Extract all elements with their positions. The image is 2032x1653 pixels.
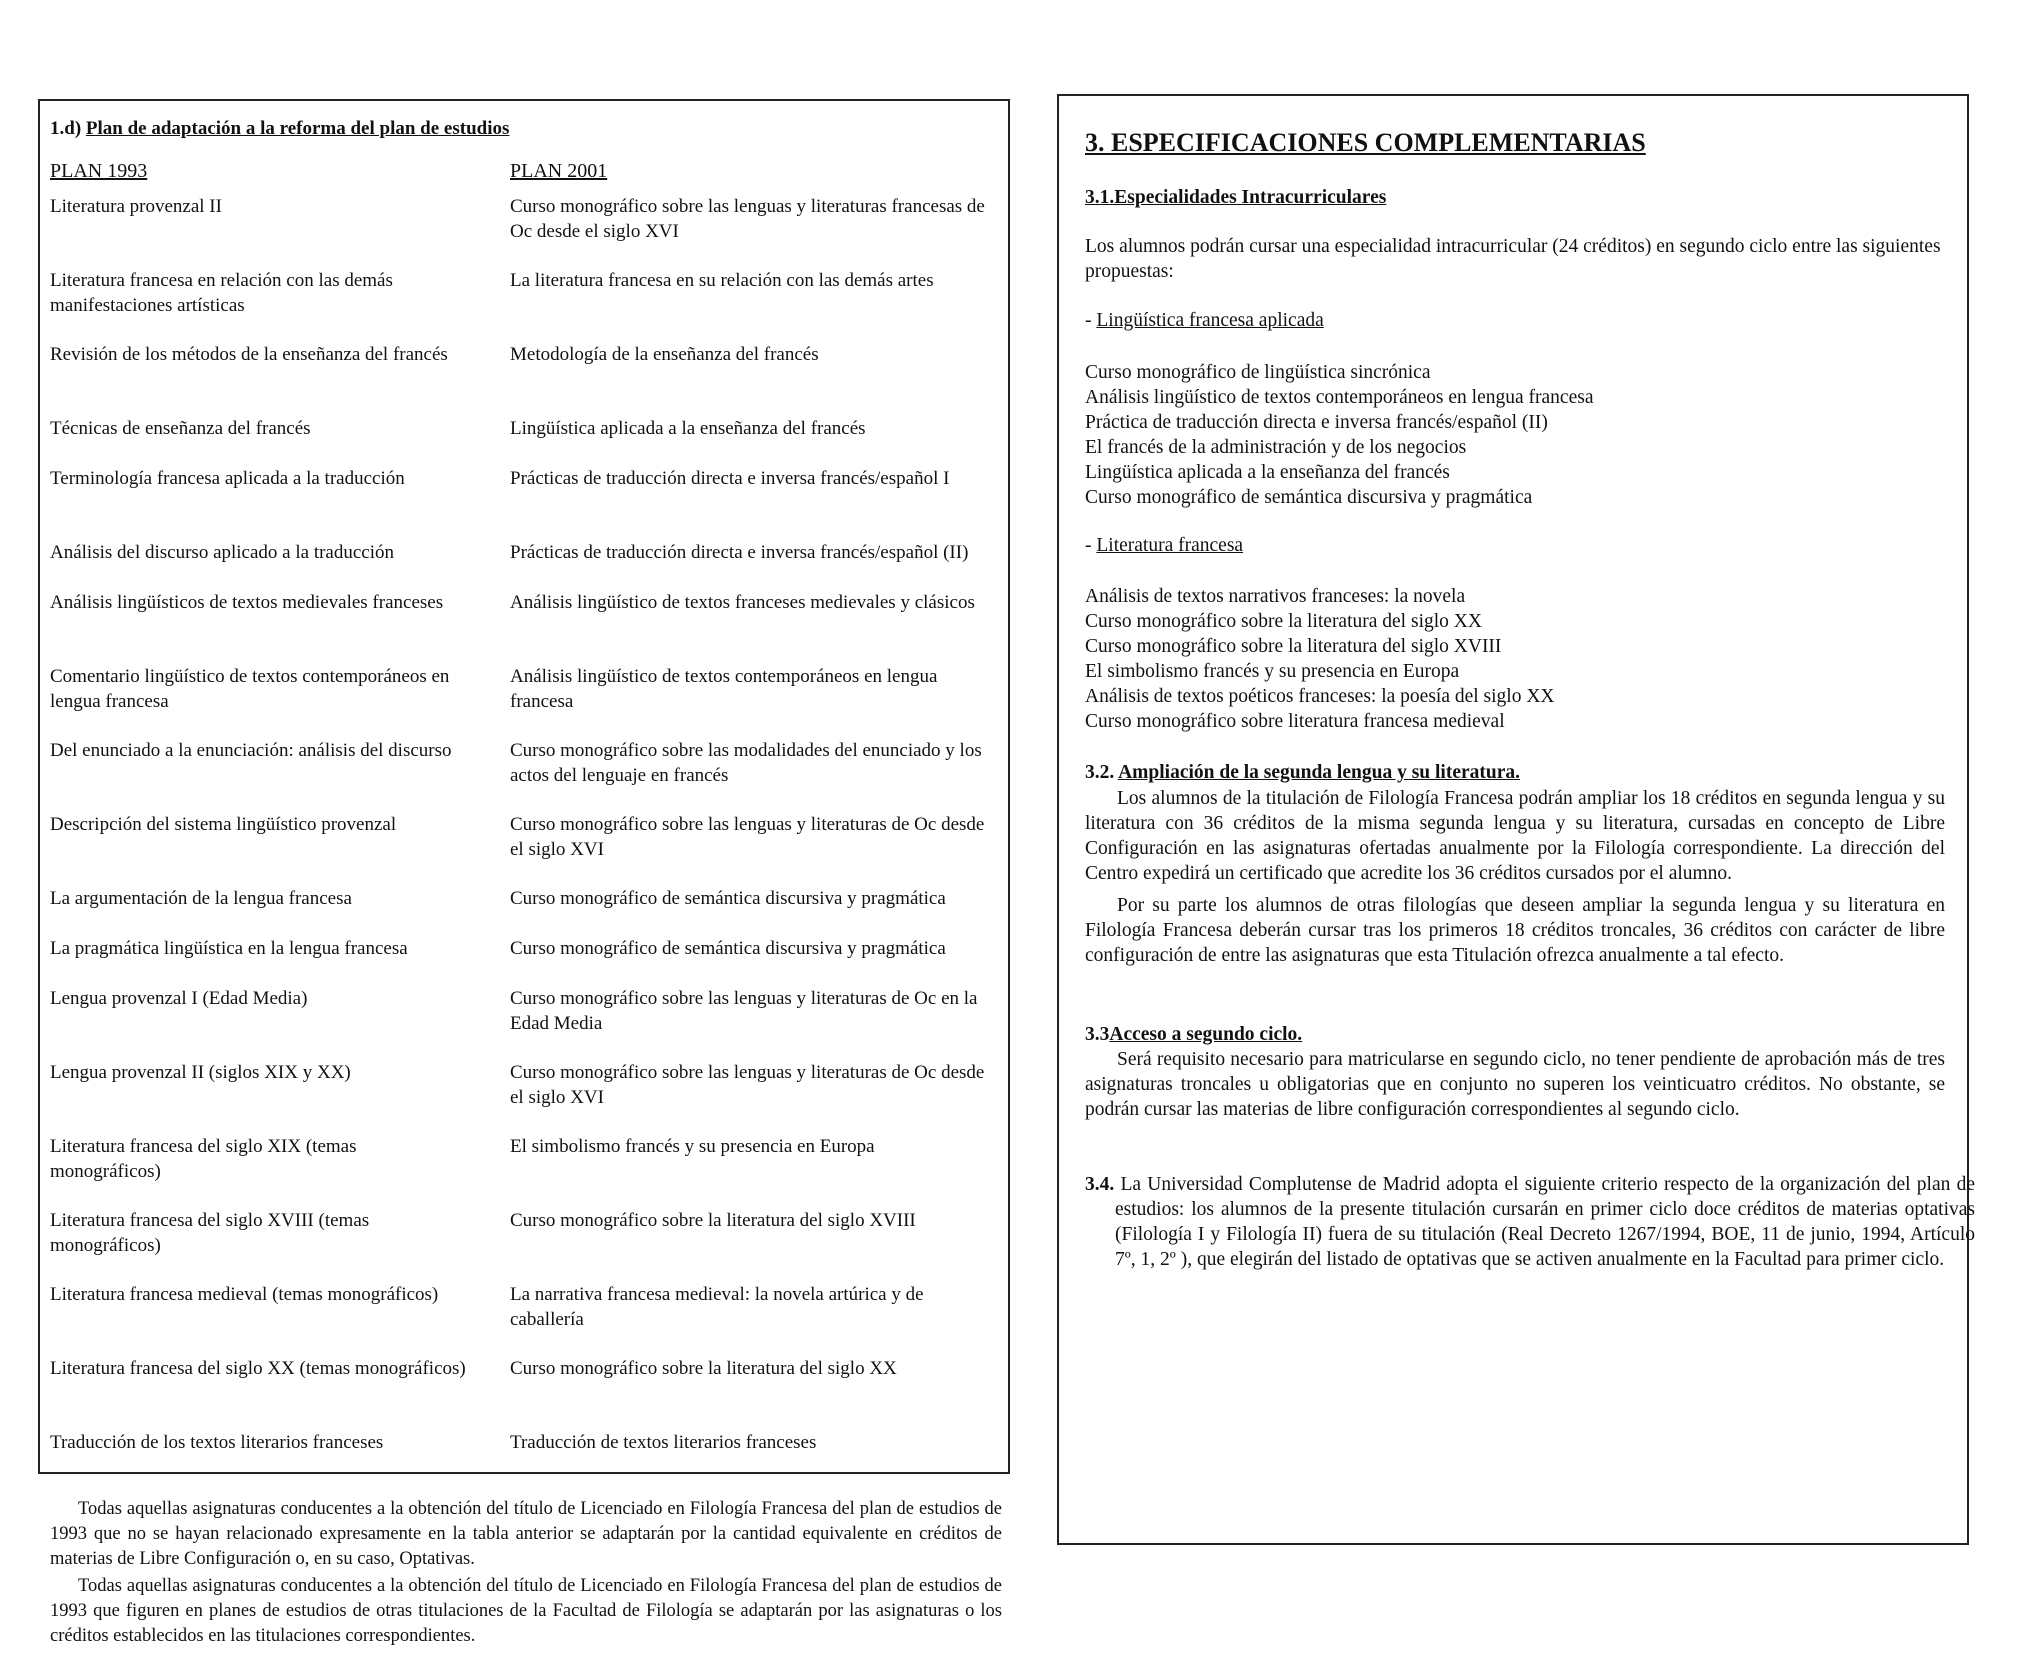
subsection-title-text: 3.1.Especialidades Intracurriculares (1085, 187, 1387, 208)
plan-1993-course: Del enunciado a la enunciación: análisis del discurso (50, 740, 452, 761)
subsection-title (1085, 760, 1945, 785)
plan-2001-course: El simbolismo francés y su presencia en Europa (510, 1136, 875, 1157)
list-item: Práctica de traducción directa e inversa francés/español (II) (1085, 412, 1548, 433)
plan-2001-course: Curso monográfico de semántica discursiva y pragmática (510, 888, 946, 909)
plan-2001-course: Prácticas de traducción directa e inversa francés/español (II) (510, 542, 969, 563)
section-title-text: Plan de adaptación a la reforma del plan de estudios (85, 118, 510, 139)
specialty-title: Lingüística francesa aplicada (1096, 310, 1324, 331)
paragraph-text: La Universidad Complutense de Madrid adopta el siguiente criterio respecto de la organización del plan de estudios: los alumnos de la presente titulación cursarán en primer ciclo doce créditos de materias optativas (Filología I y Filología II) fuera de su titulación (Real Decreto 1267/1994, BOE, 11 de junio, 1994, Artículo 7º, 1, 2º ), que elegirán del listado de optativas que se activen anualmente en la Facultad para primer ciclo. (1115, 1174, 1975, 1270)
plan-2001-course: Curso monográfico sobre las modalidades del enunciado y los actos del lenguaje en francés (510, 740, 982, 786)
plan-2001-course: Traducción de textos literarios franceses (510, 1432, 817, 1453)
subsection-title-text: Acceso a segundo ciclo. (1109, 1024, 1303, 1045)
plan-1993-course: Revisión de los métodos de la enseñanza del francés (50, 344, 448, 365)
plan-2001-course: Curso monográfico de semántica discursiva y pragmática (510, 938, 946, 959)
section-number: 1.d) (50, 118, 82, 139)
adaptation-note: Todas aquellas asignaturas conducentes a la obtención del título de Licenciado en Filología Francesa del plan de estudios de 1993 que figuren en planes de estudios de otras titulaciones de la Facultad de Filología se adaptarán por las asignaturas o los créditos establecidos en las titulaciones correspondientes. (50, 1575, 1002, 1646)
plan-2001-course: La literatura francesa en su relación con las demás artes (510, 270, 934, 291)
paragraph (1085, 1172, 1975, 1272)
intro-paragraph: Los alumnos podrán cursar una especialidad intracurricular (24 créditos) en segundo ciclo entre las siguientes propuestas: (1085, 236, 1941, 282)
plan-1993-course: Literatura francesa del siglo XIX (temas monográficos) (50, 1136, 357, 1182)
section-title (50, 118, 509, 140)
plan-1993-course: Literatura francesa del siglo XVIII (temas monográficos) (50, 1210, 370, 1256)
list-item: Análisis de textos narrativos franceses: la novela (1085, 586, 1466, 607)
complementary-specifications-panel (1057, 94, 1975, 1545)
specialty-heading (1085, 533, 1945, 558)
list-item: Lingüística aplicada a la enseñanza del francés (1085, 462, 1450, 483)
list-item: Curso monográfico de lingüística sincrónica (1085, 362, 1431, 383)
plan-2001-course: Curso monográfico sobre las lenguas y literaturas de Oc en la Edad Media (510, 988, 978, 1034)
specialty-course-list (1085, 584, 1945, 734)
plan-1993-course: Literatura provenzal II (50, 196, 222, 217)
plan-1993-course: Traducción de los textos literarios franceses (50, 1432, 384, 1453)
plan-1993-course: Lengua provenzal I (Edad Media) (50, 988, 308, 1009)
adaptation-note: Todas aquellas asignaturas conducentes a la obtención del título de Licenciado en Filología Francesa del plan de estudios de 1993 que no se hayan relacionado expresamente en la tabla anterior se adaptarán por la cantidad equivalente en créditos de materias de Libre Configuración o, en su caso, Optativas. (50, 1498, 1002, 1569)
specialty-heading (1085, 308, 1945, 333)
plan-2001-course: Lingüística aplicada a la enseñanza del francés (510, 418, 866, 439)
specialty-dash: - (1085, 310, 1097, 331)
plan-1993-course: Literatura francesa en relación con las demás manifestaciones artísticas (50, 270, 393, 316)
specialty-dash: - (1085, 535, 1097, 556)
subsection-title-text: Ampliación de la segunda lengua y su literatura. (1118, 762, 1521, 783)
list-item: Análisis lingüístico de textos contemporáneos en lengua francesa (1085, 387, 1594, 408)
paragraph: Los alumnos de la titulación de Filología Francesa podrán ampliar los 18 créditos en segunda lengua y su literatura con 36 créditos de la misma segunda lengua y su literatura, cursadas en concepto de Libre Configuración en las asignaturas ofertadas anualmente por la Filología correspondiente. La dirección del Centro expedirá un certificado que acredite los 36 créditos cursados por el alumno. (1085, 788, 1945, 884)
list-item: Curso monográfico sobre la literatura del siglo XX (1085, 611, 1482, 632)
plan-2001-course: Metodología de la enseñanza del francés (510, 344, 819, 365)
plan-2001-course: Curso monográfico sobre la literatura del siglo XVIII (510, 1210, 916, 1231)
plan-2001-course: Curso monográfico sobre las lenguas y literaturas de Oc desde el siglo XVI (510, 814, 985, 860)
subsection-number: 3.2. (1085, 762, 1115, 783)
specialty-title: Literatura francesa (1096, 535, 1244, 556)
list-item: Curso monográfico de semántica discursiva y pragmática (1085, 487, 1533, 508)
plan-1993-course: Comentario lingüístico de textos contemporáneos en lengua francesa (50, 666, 450, 712)
plan-1993-course: Terminología francesa aplicada a la traducción (50, 468, 405, 489)
column-header-1993: PLAN 1993 (50, 160, 148, 182)
plan-1993-course: La pragmática lingüística en la lengua francesa (50, 938, 408, 959)
specialty-course-list (1085, 360, 1945, 510)
subsection-number: 3.3 (1085, 1024, 1110, 1045)
plan-1993-course: Lengua provenzal II (siglos XIX y XX) (50, 1062, 351, 1083)
plan-2001-course: La narrativa francesa medieval: la novela artúrica y de caballería (510, 1284, 924, 1330)
paragraph: Será requisito necesario para matricularse en segundo ciclo, no tener pendiente de aprobación más de tres asignaturas troncales u obligatorias que en conjunto no superen los veinticuatro créditos. No obstante, se podrán cursar las materias de libre configuración correspondientes al segundo ciclo. (1085, 1049, 1945, 1120)
column-header-2001: PLAN 2001 (510, 160, 608, 182)
paragraph: Por su parte los alumnos de otras filologías que deseen ampliar la segunda lengua y su literatura en Filología Francesa deberán cursar tras los primeros 18 créditos troncales, 36 créditos con carácter de libre configuración de entre las asignaturas que esta Titulación ofrezca anualmente a tal efecto. (1085, 895, 1945, 966)
plan-2001-course: Prácticas de traducción directa e inversa francés/español I (510, 468, 950, 489)
plan-2001-course: Curso monográfico sobre las lenguas y literaturas francesas de Oc desde el siglo XVI (510, 196, 985, 242)
plan-1993-course: Técnicas de enseñanza del francés (50, 418, 311, 439)
subsection-number: 3.4. (1085, 1174, 1115, 1195)
plan-1993-course: Descripción del sistema lingüístico provenzal (50, 814, 397, 835)
plan-1993-course: Literatura francesa medieval (temas monográficos) (50, 1284, 439, 1305)
page-title: 3. ESPECIFICACIONES COMPLEMENTARIAS (1085, 128, 1646, 157)
subsection-title (1085, 185, 1945, 210)
list-item: El simbolismo francés y su presencia en Europa (1085, 661, 1460, 682)
adaptation-plan-panel (38, 99, 1010, 1474)
list-item: Curso monográfico sobre literatura francesa medieval (1085, 711, 1505, 732)
plan-2001-course: Análisis lingüístico de textos franceses medievales y clásicos (510, 592, 975, 613)
plan-1993-course: Análisis lingüísticos de textos medievales franceses (50, 592, 444, 613)
list-item: Curso monográfico sobre la literatura del siglo XVIII (1085, 636, 1502, 657)
list-item: Análisis de textos poéticos franceses: la poesía del siglo XX (1085, 686, 1555, 707)
plan-1993-course: Análisis del discurso aplicado a la traducción (50, 542, 395, 563)
plan-1993-course: La argumentación de la lengua francesa (50, 888, 352, 909)
plan-2001-course: Análisis lingüístico de textos contemporáneos en lengua francesa (510, 666, 938, 712)
subsection-title (1085, 1022, 1945, 1047)
plan-2001-course: Curso monográfico sobre las lenguas y literaturas de Oc desde el siglo XVI (510, 1062, 985, 1108)
list-item: El francés de la administración y de los negocios (1085, 437, 1467, 458)
plan-1993-course: Literatura francesa del siglo XX (temas monográficos) (50, 1358, 466, 1379)
plan-2001-course: Curso monográfico sobre la literatura del siglo XX (510, 1358, 897, 1379)
